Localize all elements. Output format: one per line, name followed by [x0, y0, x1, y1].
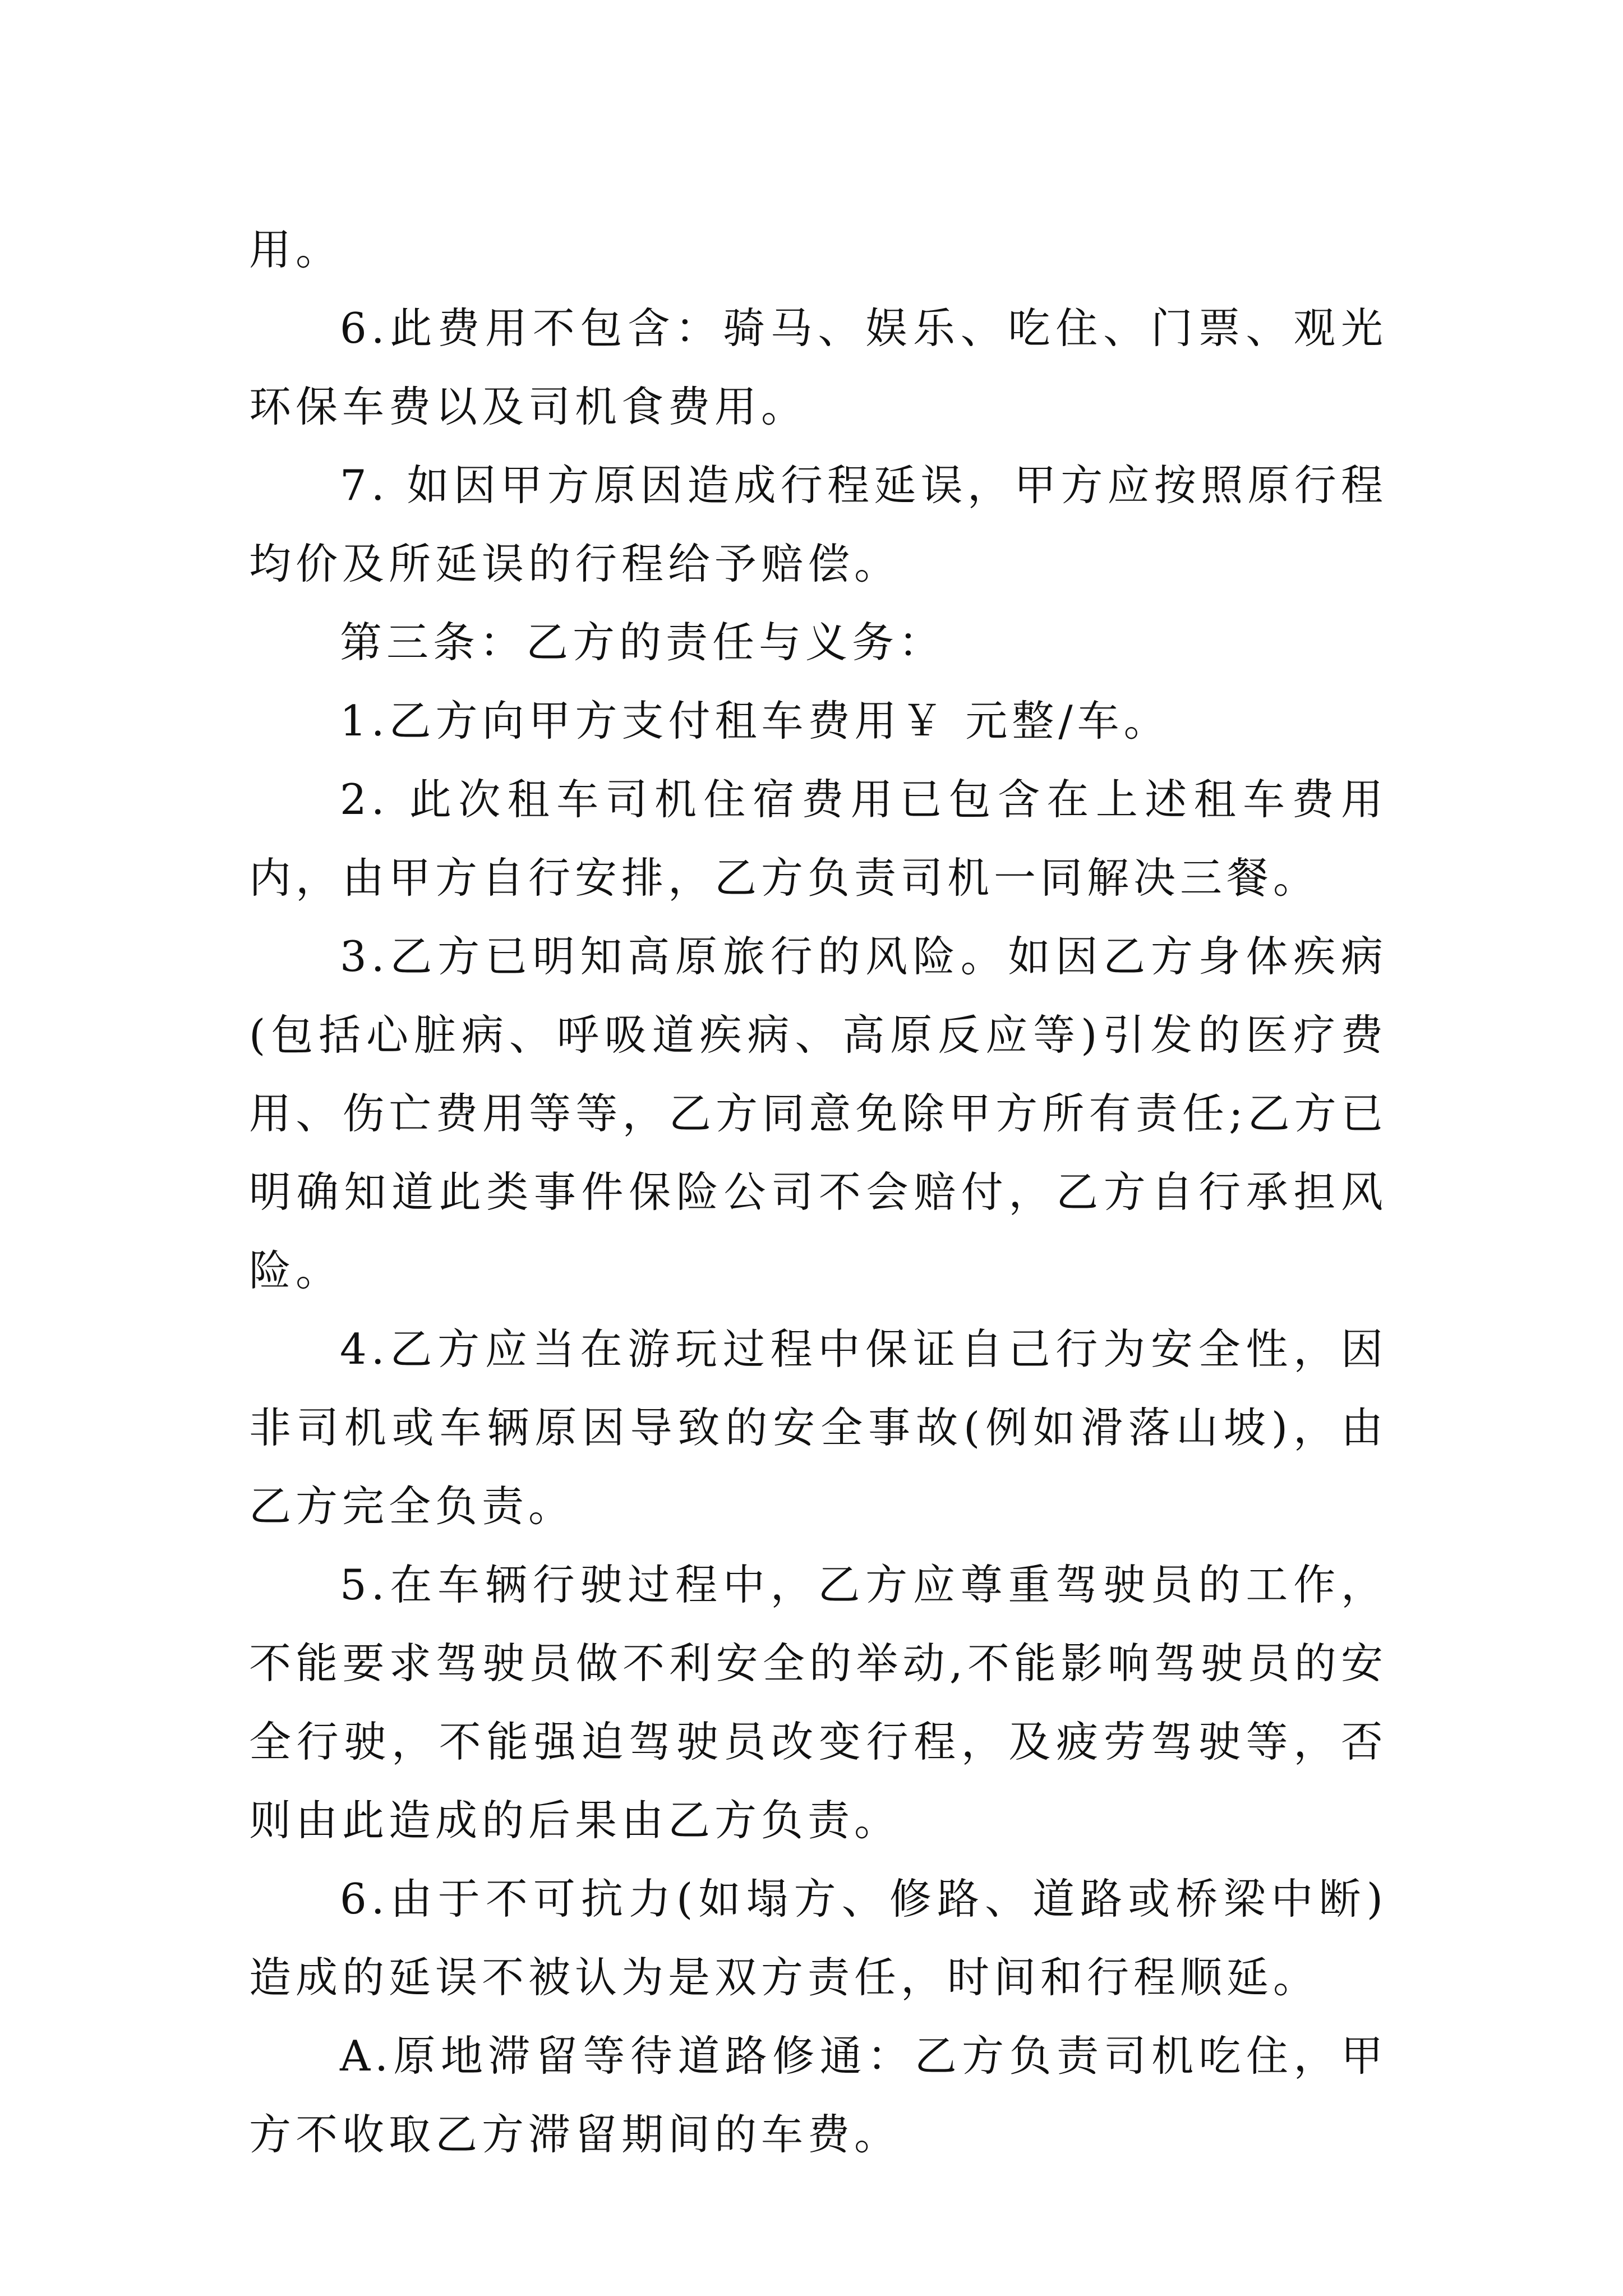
paragraph-item-7-delay-compensation: 7. 如因甲方原因造成行程延误，甲方应按照原行程均价及所延误的行程给予赔偿。: [249, 461, 1387, 588]
paragraph-item-2-driver-lodging: 2. 此次租车司机住宿费用已包含在上述租车费用内，由甲方自行安排，乙方负责司机一同解决三餐。: [249, 775, 1387, 903]
paragraph-item-3-plateau-risk: 3.乙方已明知高原旅行的风险。如因乙方身体疾病(包括心脏病、呼吸道疾病、高原反应等)引发的医疗费用、伤亡费用等等，乙方同意免除甲方所有责任;乙方已明确知道此类事件保险公司不会赔付，乙方自行承担风险。: [249, 932, 1387, 1295]
paragraph-item-a-waiting: A.原地滞留等待道路修通：乙方负责司机吃住，甲方不收取乙方滞留期间的车费。: [249, 2031, 1387, 2159]
paragraph-item-6-force-majeure: 6.由于不可抗力(如塌方、修路、道路或桥梁中断)造成的延误不被认为是双方责任，时间和行程顺延。: [249, 1874, 1387, 2002]
contract-body: [249, 210, 1387, 2174]
section-heading-article-3: 第三条：乙方的责任与义务：: [340, 618, 946, 667]
paragraph-item-1-rental-fee: 1.乙方向甲方支付租车费用￥ 元整/车。: [340, 696, 1170, 746]
paragraph-item-6-exclusions: 6.此费用不包含：骑马、娱乐、吃住、门票、观光环保车费以及司机食费用。: [249, 303, 1387, 431]
paragraph-continuation: 用。: [249, 225, 343, 274]
paragraph-item-4-safety: 4.乙方应当在游玩过程中保证自己行为安全性，因非司机或车辆原因导致的安全事故(例如滑落山坡)，由乙方完全负责。: [249, 1324, 1387, 1531]
paragraph-item-5-respect-driver: 5.在车辆行驶过程中，乙方应尊重驾驶员的工作，不能要求驾驶员做不利安全的举动,不能影响驾驶员的安全行驶，不能强迫驾驶员改变行程，及疲劳驾驶等，否则由此造成的后果由乙方负责。: [249, 1560, 1387, 1845]
